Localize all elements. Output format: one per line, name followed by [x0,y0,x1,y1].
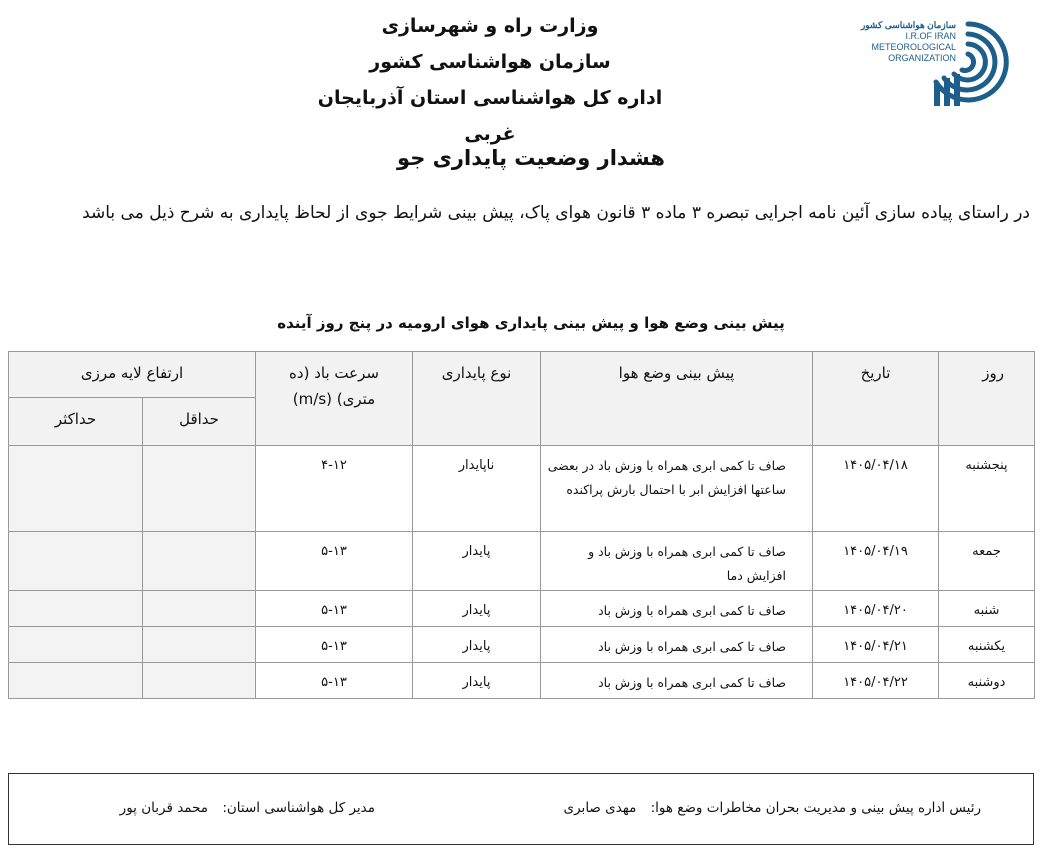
cell-wind: ۴-۱۲ [256,446,413,532]
cell-stability: ناپایدار [413,446,541,532]
cell-date: ۱۴۰۵/۰۴/۲۰ [813,591,939,627]
meteorological-organization-emblem-icon [926,12,1010,112]
column-header-day: روز [939,352,1035,446]
cell-day: دوشنبه [939,663,1035,699]
signature-name: مهدی صابری [563,800,637,816]
table-row [9,663,1035,699]
cell-weather: صاف تا کمی ابری همراه با وزش باد [541,663,813,699]
header-block [300,8,680,152]
table-row [9,591,1035,627]
column-header-max: حداکثر [9,398,143,446]
ministry-name: وزارت راه و شهرسازی [381,15,599,37]
cell-wind: ۵-۱۳ [256,591,413,627]
cell-day: جمعه [939,532,1035,591]
cell-date: ۱۴۰۵/۰۴/۱۹ [813,532,939,591]
cell-max [9,663,143,699]
intro-paragraph: در راستای پیاده سازی آئین نامه اجرایی تبصره ۳ ماده ۳ قانون هوای پاک، پیش بینی شرایط جوی از لحاظ پایداری به شرح ذیل می باشد [82,203,1030,223]
signature-box [8,773,1034,845]
department-name: اداره کل هواشناسی استان آذربایجان غربی [317,87,663,145]
column-header-stability: نوع پایداری [413,352,541,446]
cell-weather: صاف تا کمی ابری همراه با وزش باد [541,627,813,663]
column-header-min: حداقل [143,398,256,446]
cell-date: ۱۴۰۵/۰۴/۱۸ [813,446,939,532]
column-header-wind [256,352,413,446]
cell-weather: صاف تا کمی ابری همراه با وزش باد و افزایش دما [541,532,813,591]
cell-stability: پایدار [413,591,541,627]
column-header-weather: پیش بینی وضع هوا [541,352,813,446]
wind-header-label: سرعت باد (ده متری) (m/s) [289,364,379,408]
organization-name: سازمان هواشناسی کشور [369,51,611,73]
signature-forecast-head [564,800,981,816]
cell-date: ۱۴۰۵/۰۴/۲۱ [813,627,939,663]
signature-role: مدیر کل هواشناسی استان: [222,800,375,816]
forecast-table [8,351,1035,699]
cell-max [9,627,143,663]
table-caption: پیش بینی وضع هوا و پیش بینی پایداری هوای ارومیه در پنج روز آینده [277,314,785,332]
column-header-boundary-layer: ارتفاع لایه مرزی [9,352,256,398]
cell-day: یکشنبه [939,627,1035,663]
signature-role: رئیس اداره پیش بینی و مدیریت بحران مخاطرات وضع هوا: [650,800,981,816]
logo [860,8,1010,120]
cell-max [9,591,143,627]
table-row [9,627,1035,663]
cell-min [143,591,256,627]
table-row [9,532,1035,591]
cell-weather: صاف تا کمی ابری همراه با وزش باد [541,591,813,627]
column-header-date: تاریخ [813,352,939,446]
cell-min [143,446,256,532]
cell-day: پنجشنبه [939,446,1035,532]
cell-day: شنبه [939,591,1035,627]
signature-name: محمد قربان پور [119,800,209,816]
logo-text: سازمان هواشناسی کشور I.R.OF IRAN METEOROLOGICAL ORGANIZATION [860,20,956,63]
cell-date: ۱۴۰۵/۰۴/۲۲ [813,663,939,699]
cell-wind: ۵-۱۳ [256,627,413,663]
cell-min [143,532,256,591]
cell-stability: پایدار [413,532,541,591]
cell-min [143,663,256,699]
cell-weather: صاف تا کمی ابری همراه با وزش باد در بعضی ساعتها افزایش ابر با احتمال بارش پراکنده [541,446,813,532]
cell-max [9,446,143,532]
cell-wind: ۵-۱۳ [256,532,413,591]
cell-max [9,532,143,591]
cell-min [143,627,256,663]
cell-stability: پایدار [413,627,541,663]
signature-director-general [120,800,375,816]
cell-wind: ۵-۱۳ [256,663,413,699]
cell-stability: پایدار [413,663,541,699]
page-title: هشدار وضعیت پایداری جو [397,146,665,170]
table-row [9,446,1035,532]
